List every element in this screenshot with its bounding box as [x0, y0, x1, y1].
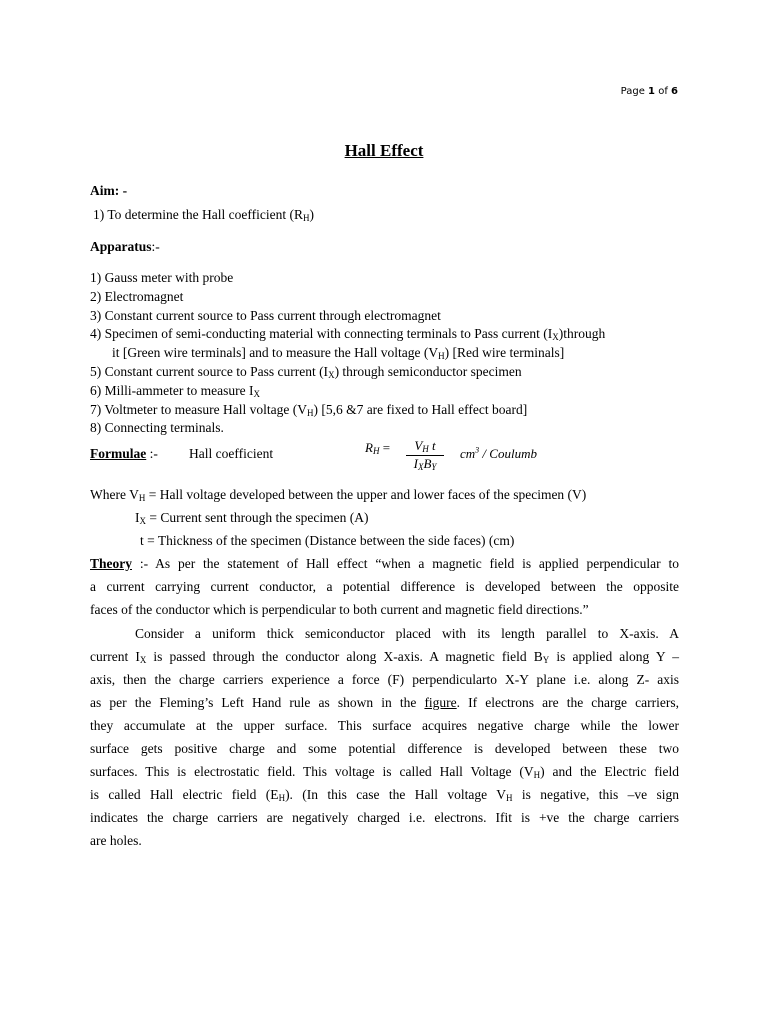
theory-heading: Theory: [90, 556, 132, 571]
theory-paragraph: [90, 552, 679, 621]
list-item: 8) Connecting terminals.: [90, 420, 224, 436]
list-item: 4) Specimen of semi-conducting material with connecting terminals to Pass current $(I_X)through$: [90, 326, 606, 343]
theory-line: is called Hall electric field $(E_H)$. (In this case the Hall voltage $V_H$ is negative, this –ve sign: [90, 787, 680, 803]
theory-line: axis, then the charge carriers experience a force (F) perpendicularto X-Y plane i.e. along Z- axis: [90, 672, 679, 687]
page-number: Page 1 of 6: [620, 86, 678, 97]
formula-label: Hall coefficient: [189, 446, 274, 461]
theory-line: they accumulate at the upper surface. This surface acquires negative charge while the lower: [90, 718, 679, 733]
theory-line: indicates the charge carriers are negatively charged i.e. electrons. Ifit is +ve the charge carriers: [90, 810, 679, 825]
list-item: 6) Milli-ammeter to measure $I_X$: [90, 382, 260, 399]
list-item: 7) Voltmeter to measure Hall voltage $(V_H)$ [5,6 &7 are fixed to Hall effect board]: [90, 401, 528, 418]
apparatus-heading: Apparatus:-: [90, 239, 160, 254]
theory-line: a current carrying current conductor, a potential difference is developed between the opposite: [90, 579, 679, 594]
theory-line: surfaces. This is electrostatic field. This voltage is called Hall Voltage $(V_H)$ and the Electric field: [90, 764, 679, 780]
list-item: 1) Gauss meter with probe: [90, 270, 234, 285]
page-title: Hall Effect: [344, 141, 424, 160]
list-item: 3) Constant current source to Pass current through electromagnet: [90, 307, 441, 323]
theory-line: are holes.: [90, 833, 142, 848]
aim-item: 1) To determine the Hall coefficient $(R_H)$: [93, 207, 314, 223]
formulae-heading: Formulae :-: [90, 446, 158, 461]
where-line-3: t = Thickness of the specimen (Distance between the side faces) (cm): [140, 533, 515, 548]
formula-numerator: $V_H$ t: [406, 438, 444, 456]
list-item-continuation: it [Green wire terminals] and to measure the Hall voltage $(V_H)$ [Red wire terminals]: [112, 345, 565, 362]
theory-paragraph-2: [90, 622, 679, 852]
theory-line: Consider a uniform thick semiconductor placed with its length parallel to X-axis. A: [135, 626, 679, 641]
theory-line: Theory :- As per the statement of Hall effect “when a magnetic field is applied perpendicular to: [90, 556, 679, 571]
formula-fraction: [406, 438, 444, 472]
list-item: 2) Electromagnet: [90, 288, 184, 304]
formula-unit: $cm^3$ / Coulumb: [460, 445, 537, 461]
theory-line: current $I_X$ is passed through the conductor along X-axis. A magnetic field $B_Y$ is applied along Y –: [90, 649, 679, 665]
theory-line: faces of the conductor which is perpendicular to both current and magnetic field directions.”: [90, 602, 589, 617]
figure-link[interactable]: figure: [424, 695, 457, 710]
apparatus-list: [90, 269, 605, 438]
formula-denominator: $I_XB_Y$: [413, 456, 437, 472]
where-line-1: Where $V_H$ = Hall voltage developed between the upper and lower faces of the specimen (V): [90, 487, 587, 503]
aim-heading: Aim: -: [90, 183, 128, 198]
list-item: 5) Constant current source to Pass current $(I_X)$ through semiconductor specimen: [90, 363, 522, 380]
formula-lhs: $R_H$ =: [365, 440, 391, 456]
theory-line: surface gets positive charge and some potential difference is developed between these two: [90, 741, 679, 756]
where-line-2: $I_X$ = Current sent through the specimen (A): [135, 510, 369, 526]
theory-line: as per the Fleming’s Left Hand rule as shown in the figure. If electrons are the charge carriers,: [90, 695, 679, 710]
